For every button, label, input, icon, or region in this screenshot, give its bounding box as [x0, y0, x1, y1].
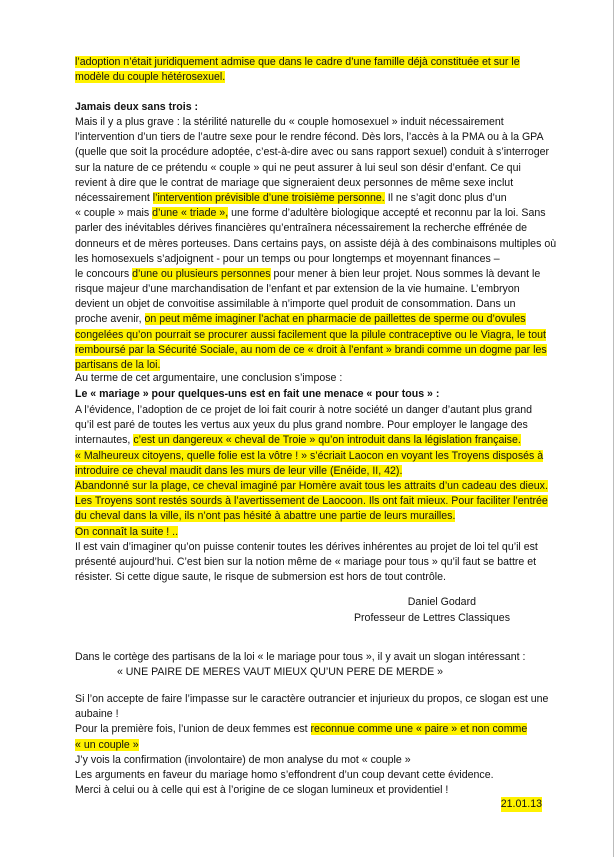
text-line: [75, 328, 555, 343]
highlighted-text: on peut même imaginer l’achat en pharmacie de paillettes de sperme ou d’ovules: [144, 313, 526, 326]
paragraph-conclusion-intro: Au terme de cet argumentaire, une conclusion s’impose :: [75, 372, 343, 384]
paragraph-cheval-de-troie: [75, 403, 555, 585]
text-line: [75, 449, 555, 464]
text-line: [75, 753, 555, 768]
text-line: [75, 191, 555, 206]
text-segment: risque majeur d’une marchandisation de l’enfant et par extension de la vie humaine. L’embryon: [75, 283, 520, 296]
text-line: [75, 176, 555, 191]
highlighted-text: c’est un dangereux « cheval de Troie » qu’on introduit dans la législation française.: [133, 434, 521, 447]
text-segment: Pour la première fois, l’union de deux femmes est: [75, 723, 311, 736]
text-segment: Mais il y a plus grave : la stérilité naturelle du « couple homosexuel » induit nécessairement: [75, 116, 504, 128]
highlighted-text: reconnue comme une « paire » et non comme: [310, 723, 528, 736]
text-line: [75, 130, 555, 145]
text-line: [75, 768, 555, 783]
text-segment: résister. Si cette digue saute, le risque de submersion est hors de tout contrôle.: [75, 571, 446, 584]
heading-menace-pour-tous: Le « mariage » pour quelques-uns est en fait une menace « pour tous » :: [75, 388, 440, 400]
text-segment: A l’évidence, l’adoption de ce projet de loi fait courir à notre société un danger d’autant plus grand: [75, 404, 533, 416]
text-segment: Si l’on accepte de faire l’impasse sur le caractère outrancier et injurieux du propos, ce slogan est une: [75, 693, 549, 705]
text-segment: donneurs et de mères porteuses. Dans certains pays, on assiste déjà à des combinaisons multiples où: [75, 237, 557, 250]
text-line: [75, 418, 555, 433]
text-line: [75, 494, 555, 509]
text-segment: l’intervention d’un tiers de l’autre sexe pour le rendre fécond. Dès lors, l’accès à la PMA ou à la GPA: [75, 131, 544, 144]
text-line: [75, 206, 555, 221]
text-segment: Il ne s’agit donc plus d’un: [384, 191, 507, 204]
text-segment: devient un objet de convoitise assimilable à n’importe quel produit de consommation. Dans un: [75, 298, 516, 311]
highlighted-text: l’intervention prévisible d’une troisième personne.: [152, 191, 385, 204]
highlighted-text: On connaît la suite ! ..: [75, 525, 179, 538]
text-segment: proche avenir,: [75, 313, 145, 326]
paragraph-slogan-intro: Dans le cortège des partisans de la loi « le mariage pour tous », il y avait un slogan intéressant :: [75, 651, 526, 663]
highlighted-text: congelées qu’on pourrait se procurer aussi facilement que la pilule contraceptive ou le Viagra, le tout: [75, 328, 546, 341]
text-segment: nécessairement: [75, 191, 153, 204]
text-line: [75, 221, 555, 236]
text-line: [75, 252, 555, 267]
text-line: [75, 115, 555, 130]
highlighted-text: Les Troyens sont restés sourds à l’avertissement de Laocoon. Ils ont fait mieux. Pour faciliter l’entrée: [75, 495, 548, 508]
text-line: [75, 570, 555, 585]
highlighted-text: d’une « triade »,: [152, 207, 229, 220]
highlighted-text: « Malheureux citoyens, quelle folie est la vôtre ! » s’écriait Laocon en voyant les Troyens disposés à: [75, 449, 544, 462]
signature-name: Daniel Godard: [407, 596, 476, 608]
text-segment: internautes,: [75, 434, 134, 447]
text-segment: aubaine !: [75, 708, 119, 721]
text-line: [75, 555, 555, 570]
text-line: [75, 237, 555, 252]
text-line: [75, 403, 555, 418]
heading-jamais-deux-sans-trois: Jamais deux sans trois :: [75, 101, 199, 113]
date: 21.01.13: [501, 797, 542, 812]
text-line: [75, 738, 555, 753]
highlighted-text: « un couple »: [75, 738, 139, 751]
highlighted-text: l’adoption n’était juridiquement admise que dans le cadre d’une famille déjà constituée et sur le: [75, 56, 520, 68]
text-segment: le concours: [75, 267, 133, 280]
text-line: [75, 707, 555, 722]
text-line: [75, 312, 555, 327]
text-segment: Les arguments en faveur du mariage homo s’effondrent d’un coup devant cette évidence.: [75, 768, 494, 781]
text-line: [75, 267, 555, 282]
text-line: [75, 433, 555, 448]
signature-title: Professeur de Lettres Classiques: [353, 612, 510, 624]
text-line: [75, 145, 555, 160]
text-line: [75, 722, 555, 737]
highlighted-text: d’une ou plusieurs personnes: [132, 267, 271, 280]
text-segment: qu’il est paré de toutes les vertus aux yeux du plus grand nombre. Pour employer le langage des: [75, 419, 528, 432]
text-line: [75, 297, 555, 312]
text-line: [75, 343, 555, 358]
text-segment: J’y vois la confirmation (involontaire) de mon analyse du mot « couple »: [75, 753, 411, 766]
text-line: [75, 464, 555, 479]
text-segment: « couple » mais: [75, 207, 153, 220]
text-line: [75, 479, 555, 494]
highlighted-text: modèle du couple hétérosexuel.: [75, 71, 226, 84]
paragraph-sterilite: [75, 115, 555, 373]
text-line: [75, 692, 555, 707]
highlighted-text: du cheval dans la ville, ils n’ont pas hésité à abattre une partie de leurs murailles.: [75, 510, 456, 523]
text-segment: présenté aujourd’hui. C’est bien sur la notion même de « mariage pour tous » qu’il faut se battre et: [75, 555, 537, 568]
text-line: [75, 525, 555, 540]
text-segment: Il est vain d’imaginer qu’on puisse contenir toutes les dérives inhérentes au projet de loi tel qu’il est: [75, 540, 538, 553]
text-segment: revient à dire que le contrat de mariage que signeraient deux personnes de même sexe inclut: [75, 176, 514, 189]
text-segment: sur la nature de ce prétendu « couple » qui ne peut assurer à lui seul son désir d’enfant. Ce qui: [75, 161, 521, 174]
highlighted-text: Abandonné sur la plage, ce cheval imaginé par Homère avait tous les attraits d’un cadeau des dieux.: [75, 479, 548, 492]
highlighted-text: partisans de la loi.: [75, 359, 161, 371]
text-segment: parler des inévitables dérives financières qu’entraînera nécessairement la recherche effrénée de: [75, 222, 528, 235]
text-segment: une forme d’adultère biologique accepté et reconnu par la loi. Sans: [228, 207, 546, 220]
text-segment: les homosexuels s’adjoignent - pour un temps ou pour longtemps et moyennant finances –: [75, 252, 500, 265]
highlighted-text: introduire ce cheval maudit dans les murs de leur ville (Enéide, II, 42).: [75, 464, 403, 477]
paragraph-adoption: [75, 55, 555, 85]
text-line: [75, 55, 555, 70]
slogan: « UNE PAIRE DE MERES VAUT MIEUX QU’UN PERE DE MERDE »: [116, 666, 444, 678]
text-segment: (quelle que soit la procédure adoptée, c’est-à-dire avec ou sans rapport sexuel) conduit à s’interroger: [75, 146, 550, 159]
text-line: [75, 70, 555, 85]
text-line: [75, 509, 555, 524]
paragraph-analyse: [75, 692, 555, 798]
text-segment: Merci à celui ou à celle qui est à l’origine de ce slogan lumineux et providentiel !: [75, 784, 449, 797]
highlighted-text: remboursé par la Sécurité Sociale, au nom de ce « droit à l’enfant » brandi comme un dogme par les: [75, 343, 547, 356]
text-line: [75, 282, 555, 297]
text-line: [75, 783, 555, 798]
text-line: [75, 540, 555, 555]
text-line: [75, 161, 555, 176]
text-segment: pour mener à bien leur projet. Nous sommes là devant le: [270, 267, 541, 280]
